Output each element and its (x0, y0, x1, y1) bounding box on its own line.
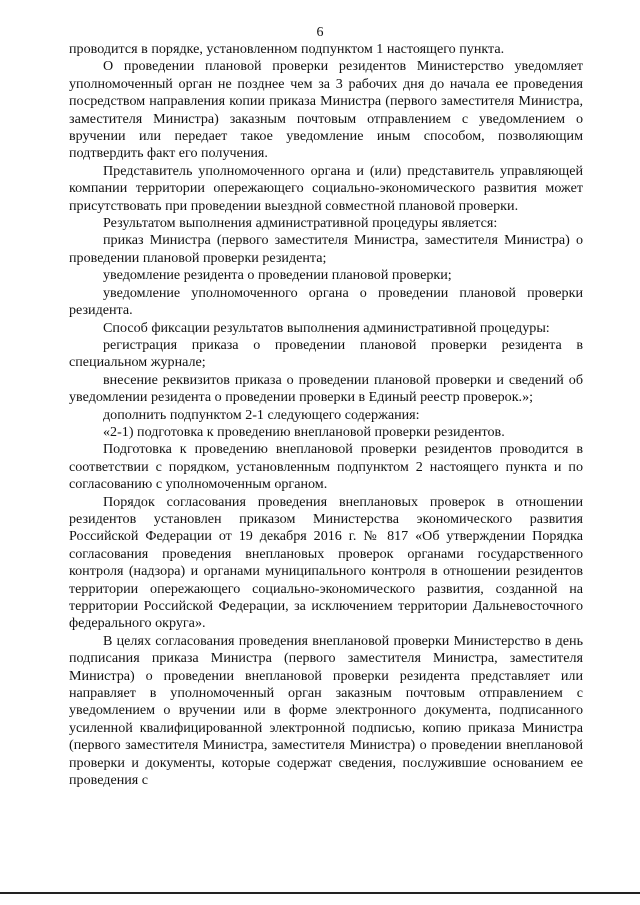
paragraph-11: дополнить подпунктом 2-1 следующего содержания: (103, 406, 420, 423)
paragraph-14: Порядок согласования проведения внеплановых проверок в отношении резидентов установлен приказом Министерства экономического развития Российской Федерации от 19 декабря 2016 г. № 817 «Об утверждении Порядка согласования проведения внеплановых проверок органами государственного контроля (надзора) и органами муниципального контроля в отношении резидентов территории опережающего социально-экономического развития, созданной на территории Российской Федерации, за исключением территории Дальневосточного федерального округа». (69, 493, 583, 632)
document-body (69, 41, 583, 789)
paragraph-9: регистрация приказа о проведении плановой проверки резидента в специальном журнале; (69, 336, 583, 371)
paragraph-7: уведомление уполномоченного органа о проведении плановой проверки резидента. (69, 284, 583, 319)
paragraph-8: Способ фиксации результатов выполнения административной процедуры: (103, 319, 550, 336)
paragraph-15: В целях согласования проведения внеплановой проверки Министерство в день подписания приказа Министра (первого заместителя Министра, заместителя Министра) о проведении внеплановой проверки резидента представляет или направляет в уполномоченный орган заказным почтовым отправлением с уведомлением о вручении или в форме электронного документа, подписанного усиленной квалифицированной электронной подписью, копию приказа Министра (первого заместителя Министра, заместителя Министра) о проведении внеплановой проверки и документы, которые содержат сведения, послужившие основанием ее проведения с (69, 632, 583, 789)
page-number: 6 (316, 25, 324, 40)
paragraph-1: проводится в порядке, установленном подпунктом 1 настоящего пункта. (69, 41, 505, 57)
paragraph-6: уведомление резидента о проведении плановой проверки; (103, 267, 452, 284)
paragraph-12: «2-1) подготовка к проведению внеплановой проверки резидентов. (103, 423, 505, 440)
paragraph-4: Результатом выполнения административной процедуры является: (103, 215, 498, 232)
paragraph-10: внесение реквизитов приказа о проведении плановой проверки и сведений об уведомлении резидента о проведении проверки в Единый реестр проверок.»; (69, 371, 583, 406)
paragraph-2: О проведении плановой проверки резидентов Министерство уведомляет уполномоченный орган не позднее чем за 3 рабочих дня до начала ее проведения посредством направления копии приказа Министра (первого заместителя Министра, заместителя Министра) заказным почтовым отправлением с уведомлением о вручении или передает такое уведомление иным способом, позволяющим подтвердить факт его получения. (69, 58, 583, 162)
paragraph-5: приказ Министра (первого заместителя Министра, заместителя Министра) о проведении плановой проверки резидента; (69, 232, 583, 266)
paragraph-13: Подготовка к проведению внеплановой проверки резидентов проводится в соответствии с порядком, установленным подпунктом 2 настоящего пункта и по согласованию с уполномоченным органом. (69, 441, 583, 493)
page-bottom-rule (0, 892, 640, 894)
paragraph-3: Представитель уполномоченного органа и (или) представитель управляющей компании территории опережающего социально-экономического развития может присутствовать при проведении выездной совместной плановой проверки. (69, 162, 583, 214)
